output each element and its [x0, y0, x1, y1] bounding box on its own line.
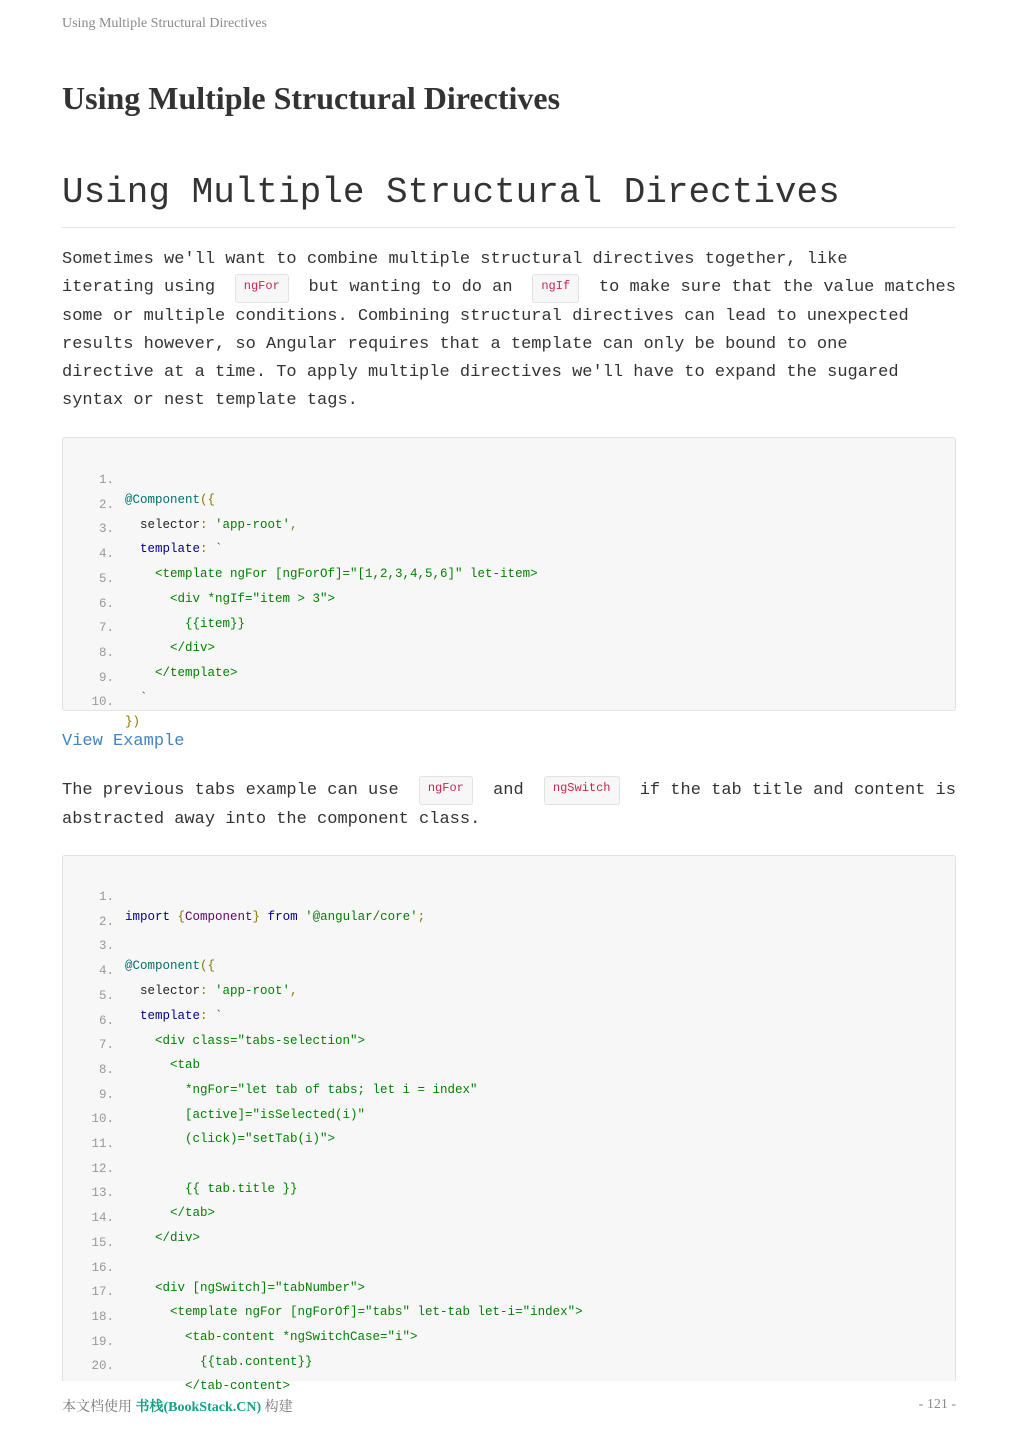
paragraph-line: some or multiple conditions. Combining structural directives can lead to unexpected [62, 306, 909, 326]
line-number: 8. [98, 1062, 114, 1077]
code-text: selector: 'app-root', [125, 984, 298, 999]
line-number: 3. [98, 522, 114, 537]
code-text: ` [125, 690, 148, 705]
code-text: <template ngFor [ngForOf]="[1,2,3,4,5,6]" let-item> [125, 567, 538, 582]
line-number: 3. [98, 939, 114, 954]
line-number: 10. [91, 1112, 114, 1127]
code-text: template: ` [125, 542, 223, 557]
line-number: 20. [91, 1359, 114, 1374]
line-number: 13. [91, 1186, 114, 1201]
footer-credit [62, 1396, 293, 1416]
footer-suffix: 构建 [261, 1400, 293, 1415]
code-text: </div> [125, 1231, 201, 1246]
inline-code-ngswitch: ngSwitch [544, 776, 620, 805]
line-number: 5. [98, 571, 114, 586]
code-text: <div *ngIf="item > 3"> [125, 591, 336, 606]
paragraph-line [62, 246, 956, 274]
section-title: Using Multiple Structural Directives [62, 172, 956, 228]
text-run: and [493, 781, 524, 800]
footer-brand-link[interactable]: 书栈(BookStack.CN) [135, 1400, 262, 1415]
code-text: </div> [125, 641, 216, 656]
code-line [63, 672, 955, 730]
code-text: <div class="tabs-selection"> [125, 1033, 366, 1048]
intro-paragraph [62, 246, 956, 416]
code-text: {{ tab.title }} [125, 1181, 298, 1196]
code-text: </template> [125, 665, 238, 680]
code-text: <tab-content *ngSwitchCase="i"> [125, 1329, 418, 1344]
paragraph-line [62, 776, 956, 805]
line-number: 10. [91, 695, 114, 710]
code-line [63, 916, 955, 974]
line-number: 1. [98, 890, 114, 904]
code-text: template: ` [125, 1008, 223, 1023]
code-text: </tab-content> [125, 1379, 291, 1394]
line-number: 2. [98, 914, 114, 929]
chapter-title: Using Multiple Structural Directives [62, 80, 561, 116]
paragraph-line: directive at a time. To apply multiple directives we'll have to expand the sugared [62, 363, 899, 383]
view-example-link[interactable]: View Example [62, 732, 185, 751]
code-line [63, 1040, 955, 1097]
line-number: 14. [91, 1211, 114, 1226]
line-number: 11. [91, 1137, 114, 1151]
tabs-paragraph [62, 776, 956, 834]
paragraph-line: results however, so Angular requires that a template can only be bound to one [62, 334, 848, 354]
line-number: 19. [91, 1334, 114, 1349]
line-number: 7. [98, 1038, 114, 1053]
text-run: if the tab title and content is [639, 781, 956, 800]
code-text: selector: 'app-root', [125, 517, 298, 532]
text-run: iterating using [62, 278, 216, 298]
text-run: to make sure that the value matches [598, 278, 956, 298]
code-text: <tab [125, 1058, 201, 1073]
paragraph-line: abstracted away into the component class. [62, 810, 481, 829]
code-text: <div [ngSwitch]="tabNumber"> [125, 1280, 366, 1295]
code-text: @Component({ [125, 493, 216, 507]
code-line [63, 1336, 955, 1394]
line-number: 18. [91, 1309, 114, 1324]
code-text: {{tab.content}} [125, 1354, 313, 1369]
paragraph-line [62, 274, 956, 302]
code-text: import {Component} from '@angular/core'; [125, 910, 426, 924]
inline-code-ngif: ngIf [532, 274, 579, 302]
line-number: 4. [98, 547, 114, 562]
footer-prefix: 本文档使用 [62, 1400, 136, 1415]
code-line [63, 524, 955, 582]
code-text: [active]="isSelected(i)" [125, 1107, 366, 1122]
line-number: 6. [98, 1013, 114, 1028]
code-block-template-example [62, 437, 956, 730]
text-run: but wanting to do an [308, 278, 513, 298]
line-number: 12. [91, 1161, 114, 1176]
line-number: 2. [98, 497, 114, 512]
page-number: - 121 - [918, 1397, 956, 1412]
code-line [63, 450, 955, 507]
line-number: 8. [98, 645, 114, 660]
paragraph-line: syntax or nest template tags. [62, 391, 358, 411]
code-line [63, 867, 955, 924]
line-number: 6. [98, 596, 114, 611]
text-run: The previous tabs example can use [62, 781, 399, 800]
code-text: *ngFor="let tab of tabs; let i = index" [125, 1082, 478, 1097]
line-number: 17. [91, 1285, 114, 1300]
code-text: }) [125, 715, 141, 730]
code-text: (click)="setTab(i)"> [125, 1132, 336, 1147]
line-number: 16. [91, 1260, 114, 1275]
code-block-tabs-component [62, 855, 956, 1394]
text-run: Sometimes we'll want to combine multiple structural directives together, like [62, 250, 848, 269]
line-number: 15. [91, 1235, 114, 1250]
inline-code-ngfor: ngFor [419, 776, 473, 805]
code-text: </tab> [125, 1206, 216, 1221]
code-text: <template ngFor [ngForOf]="tabs" let-tab let-i="index"> [125, 1305, 583, 1320]
line-number: 9. [98, 1087, 114, 1102]
code-text: {{item}} [125, 616, 246, 631]
line-number: 9. [98, 670, 114, 685]
line-number: 7. [98, 621, 114, 636]
line-number: 5. [98, 988, 114, 1003]
code-text: @Component({ [125, 959, 216, 974]
line-number: 1. [98, 473, 114, 487]
running-header: Using Multiple Structural Directives [62, 16, 267, 31]
inline-code-ngfor: ngFor [235, 274, 289, 302]
line-number: 4. [98, 964, 114, 979]
